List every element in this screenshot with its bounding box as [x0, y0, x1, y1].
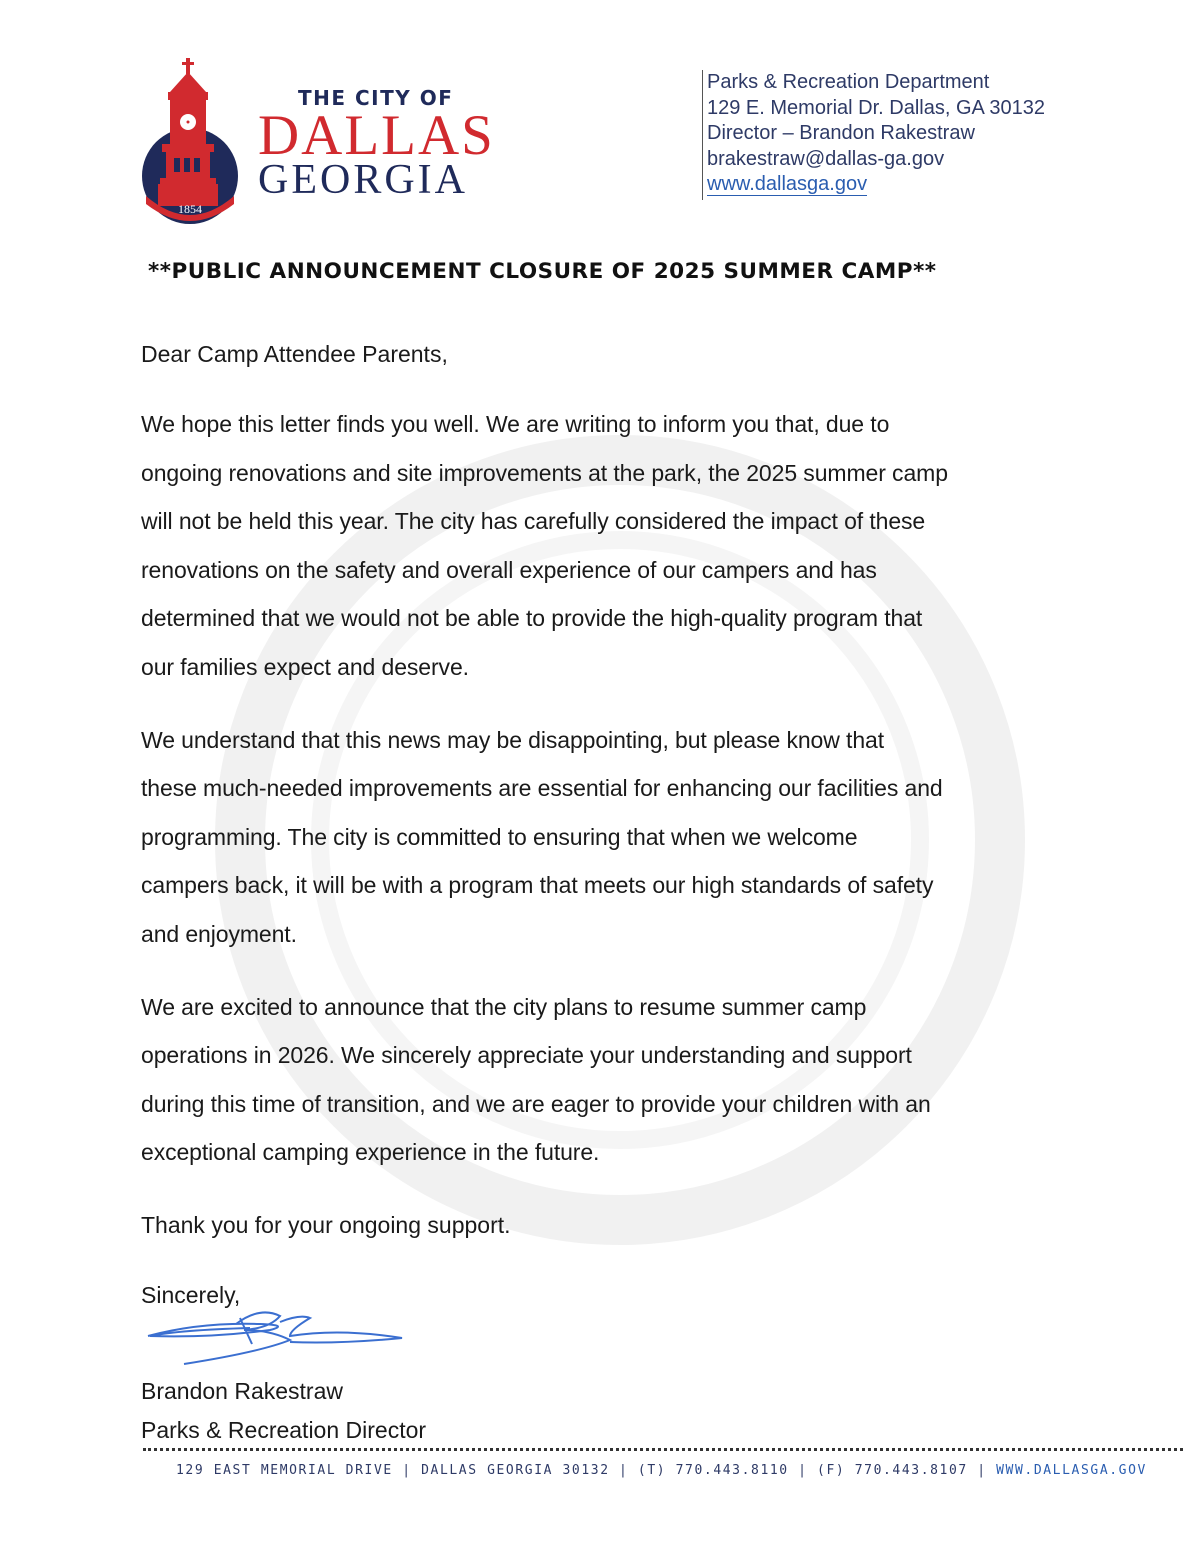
logo-year: 1854	[178, 202, 202, 216]
contact-address: 129 E. Memorial Dr. Dallas, GA 30132	[707, 96, 1045, 119]
announcement-title: **PUBLIC ANNOUNCEMENT CLOSURE OF 2025 SUMMER CAMP**	[148, 259, 937, 284]
paragraph-1	[141, 400, 1061, 692]
signer-title: Parks & Recreation Director	[141, 1417, 427, 1443]
footer	[176, 1463, 1147, 1478]
paragraph-line: our families expect and deserve.	[141, 653, 469, 680]
paragraph-line: We hope this letter finds you well. We are writing to inform you that, due to	[141, 411, 890, 437]
contact-director: Director – Brandon Rakestraw	[707, 122, 975, 144]
contact-block	[702, 70, 1045, 200]
paragraph-line: renovations on the safety and overall experience of our campers and has	[141, 556, 877, 583]
contact-department: Parks & Recreation Department	[707, 71, 990, 93]
footer-website-link[interactable]: WWW.DALLASGA.GOV	[996, 1463, 1147, 1478]
thanks-line: Thank you for your ongoing support.	[141, 1211, 511, 1238]
paragraph-line: will not be held this year. The city has carefully considered the impact of these	[141, 508, 926, 535]
paragraph-line: and enjoyment.	[141, 920, 297, 947]
signer-name: Brandon Rakestraw	[141, 1378, 343, 1404]
signature-image	[140, 1300, 410, 1375]
paragraph-line: We understand that this news may be disappointing, but please know that	[141, 726, 884, 753]
greeting: Dear Camp Attendee Parents,	[141, 341, 448, 367]
paragraph-line: determined that we would not be able to provide the high-quality program that	[141, 605, 923, 632]
paragraph-2	[141, 716, 1061, 959]
paragraph-line: during this time of transition, and we are eager to provide your children with an	[141, 1090, 931, 1117]
footer-divider	[143, 1448, 1183, 1457]
city-logo	[140, 58, 510, 228]
clock-tower-emblem-icon	[140, 58, 240, 226]
paragraph-line: exceptional camping experience in the future.	[141, 1139, 600, 1166]
footer-address: 129 EAST MEMORIAL DRIVE | DALLAS GEORGIA 30132 | (T) 770.443.8110 | (F) 770.443.8107 |	[176, 1463, 997, 1478]
letter-body	[141, 334, 1061, 1319]
paragraph-line: ongoing renovations and site improvements at the park, the 2025 summer camp	[141, 459, 948, 486]
logo-the-city-of: THE CITY OF	[298, 86, 454, 110]
paragraph-line: these much-needed improvements are essential for enhancing our facilities and	[141, 775, 943, 802]
logo-dallas: DALLAS	[258, 104, 495, 167]
paragraph-line: campers back, it will be with a program that meets our high standards of safety	[141, 872, 934, 899]
contact-email: brakestraw@dallas-ga.gov	[707, 147, 945, 170]
paragraph-3	[141, 983, 1061, 1177]
paragraph-line: We are excited to announce that the city plans to resume summer camp	[141, 993, 867, 1020]
closing-line: Sincerely,	[141, 1281, 241, 1308]
contact-website-link[interactable]: www.dallasga.gov	[707, 173, 868, 195]
paragraph-line: programming. The city is committed to ensuring that when we welcome	[141, 823, 858, 850]
logo-georgia: GEORGIA	[258, 157, 468, 203]
paragraph-line: operations in 2026. We sincerely appreciate your understanding and support	[141, 1042, 912, 1069]
